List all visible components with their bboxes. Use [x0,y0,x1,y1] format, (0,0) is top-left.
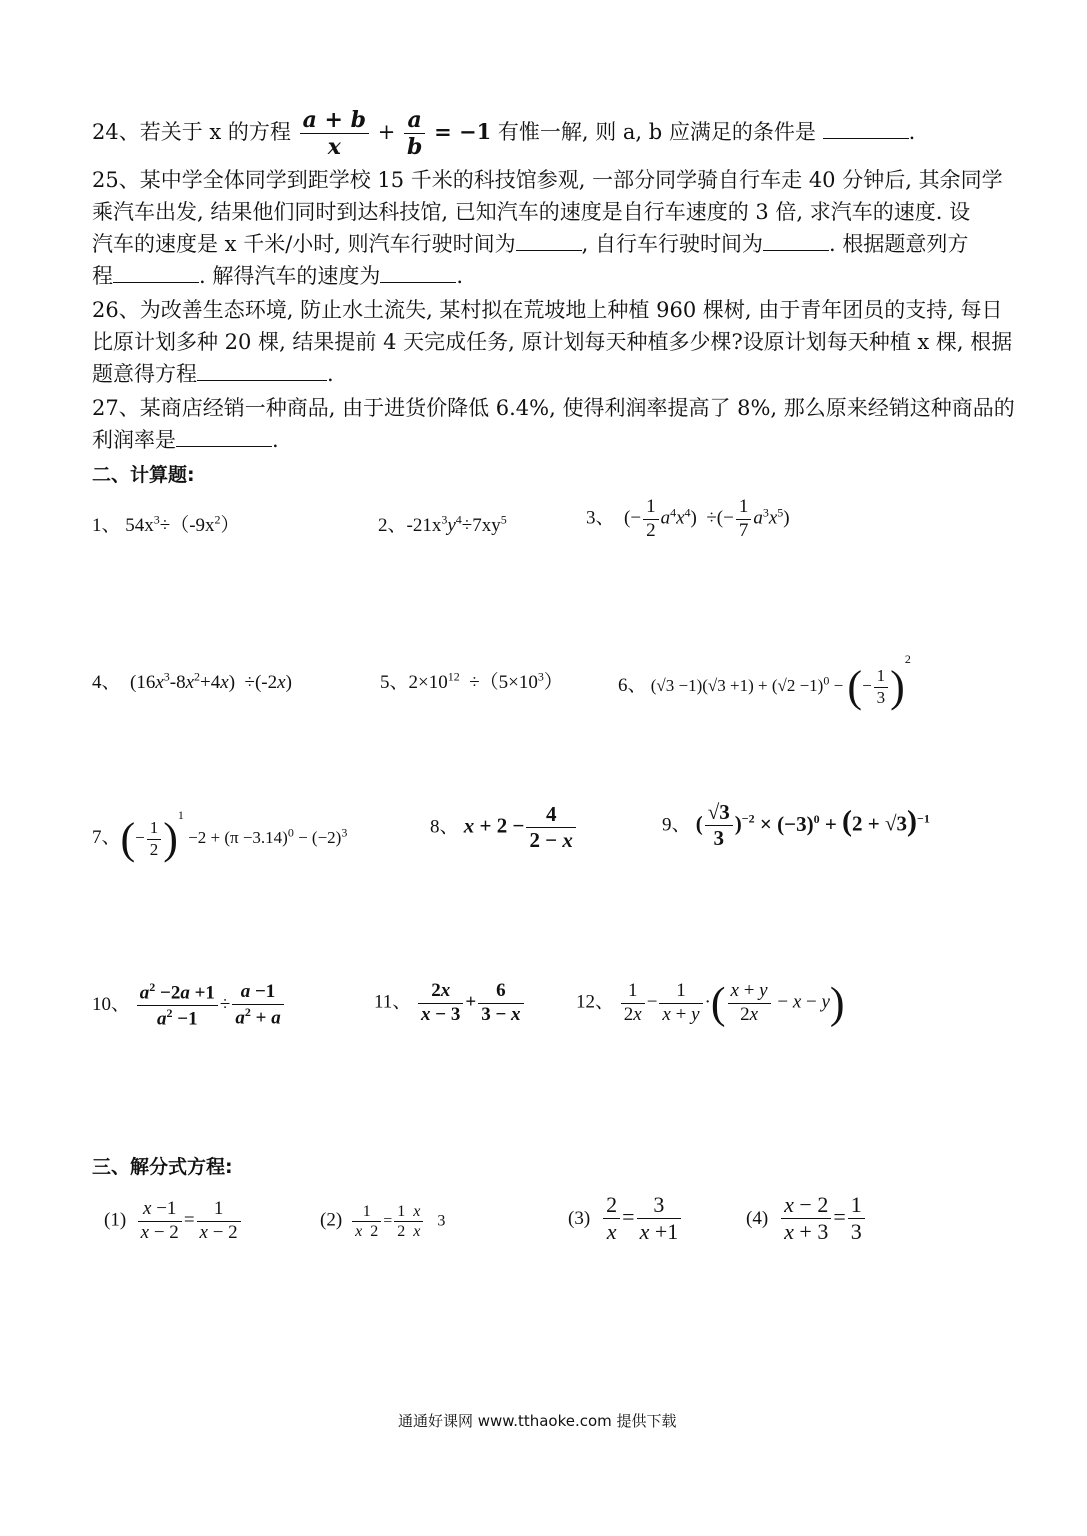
eq2-frac-rhs: $\frac{1 x}{2 x}$ [394,1202,423,1241]
calc-5: 5、$2\times 10^{12} \div(5\times 10^3)$ [380,669,563,693]
calc-11: 11、 $\frac{2x}{x - 3}$ + $\frac{6}{3 - x}$ [374,980,526,1027]
q24-fraction-2: $\frac{a}{b}$ [404,107,425,161]
calc-6-frac: $\frac{1}{3}$ [874,666,889,708]
q24-rhs: = −1 [434,119,492,144]
calc-3-frac-1: $\frac{1}{2}$ [643,496,659,543]
eq3-frac-rhs: $\frac{3}{x +1}$ [637,1192,682,1246]
calc-2: 2、$-21x^3y^4\div 7xy^5$ [378,512,507,536]
q24-fraction-1: $\frac{a + b}{x}$ [300,107,369,161]
q25-line3a: 汽车的速度是 x 千米/小时, 则汽车行驶时间为 [92,232,516,256]
q25-blank-car-time[interactable] [516,230,582,251]
calc-8-number: 8、 [430,816,459,838]
calc-1-number: 1、 [92,515,121,536]
q24-end: . [908,120,916,144]
calc-6: 6、 $(√3 -1)(√3 +1) + (√2 -1)^0$ − (− $\frac{1}{3}$ )$^2$ [618,652,911,712]
q24-prefix: 24、若关于 x 的方程 [92,120,291,144]
equation-3: (3) $\frac{2}{x}$ = $\frac{3}{x +1}$ [568,1192,683,1246]
equation-1-number: (1) [104,1209,127,1231]
q26-line3a: 题意得方程 [92,362,197,386]
calc-4-number: 4、 [92,672,121,693]
q26-blank-equation[interactable] [197,360,327,381]
calc-9: 9、 ( $\frac{√3}{3}$ )$^{-2} \times (-3)^0 + (2 + √3)^{-1}$ [662,800,930,851]
calc-9-frac: $\frac{√3}{3}$ [705,800,733,851]
calc-11-frac-2: $\frac{6}{3 - x}$ [478,980,523,1027]
q25-blank-equation[interactable] [113,262,199,283]
q25-line-3 [92,228,968,260]
plus-sign: + [377,120,396,144]
eq4-frac-rhs: $\frac{1}{3}$ [848,1192,865,1246]
calc-7-frac: $\frac{1}{2}$ [147,818,162,860]
q27-blank-profit-rate[interactable] [176,426,272,447]
calc-8-frac: $\frac{4}{2 - x}$ [526,802,575,853]
eq3-frac-lhs: $\frac{2}{x}$ [603,1192,620,1246]
calc-8: 8、 x + 2 − $\frac{4}{2 - x}$ [430,802,578,853]
calc-3-frac-2: $\frac{1}{7}$ [736,496,752,543]
q25-blank-bike-time[interactable] [763,230,829,251]
equation-1: (1) $\frac{x -1}{x - 2}$ = $\frac{1}{x - 2}$ [104,1198,243,1245]
q27-line2b: . [272,428,279,452]
calc-3-number: 3、 [586,507,615,529]
q25-line-1: 25、某中学全体同学到距学校 15 千米的科技馆参观, 一部分同学骑自行车走 40 分钟后, 其余同学 [92,168,1003,192]
calc-11-number: 11、 [374,991,412,1013]
q26-line-2: 比原计划多种 20 棵, 结果提前 4 天完成任务, 原计划每天种植多少棵?设原计划每天种植 x 棵, 根据 [92,330,1013,354]
q25-line3c: . 根据题意列方 [828,232,969,256]
q27-line-1: 27、某商店经销一种商品, 由于进货价降低 6.4%, 使得利润率提高了 8%, 那么原来经销这种商品的 [92,396,1015,420]
q25-line-2: 乘汽车出发, 结果他们同时到达科技馆, 已知汽车的速度是自行车速度的 3 倍, 求汽车的速度. 设 [92,200,971,224]
calc-7-number: 7、 [92,827,121,848]
q26-line-1: 26、为改善生态环境, 防止水土流失, 某村拟在荒坡地上种植 960 棵树, 由于青年团员的支持, 每日 [92,298,1003,322]
equation-2: (2) $\frac{1}{x 2}$ = $\frac{1 x}{2 x}$ 3 [320,1203,446,1241]
equation-4-number: (4) [746,1207,769,1229]
calc-12-frac-1: $\frac{1}{2x}$ [621,980,645,1027]
calc-5-number: 5、 [380,672,409,693]
question-24 [92,102,915,162]
q27-line2a: 利润率是 [92,428,176,452]
equation-2-number: (2) [320,1209,343,1231]
eq4-frac-lhs: $\frac{x - 2}{x + 3}$ [781,1192,831,1246]
equation-3-number: (3) [568,1207,591,1229]
calc-3: 3、 (− $\frac{1}{2}$ $a^4x^4$) ÷(− $\frac{1}{7}$ $a^3x^5$) [586,496,790,541]
eq1-frac-rhs: $\frac{1}{x - 2}$ [197,1198,241,1245]
eq1-frac-lhs: $\frac{x -1}{x - 2}$ [138,1198,182,1245]
section-2-title: 二、计算题: [92,464,195,486]
calc-10-frac-2: $\frac{a -1}{a^2 + a}$ [232,981,283,1030]
calc-9-number: 9、 [662,814,691,836]
calc-12-frac-3: $\frac{x + y}{2x}$ [728,980,771,1027]
q25-blank-speed[interactable] [380,262,456,283]
calc-12-number: 12、 [576,991,615,1013]
q26-line-3 [92,358,334,390]
calc-7: 7、(− $\frac{1}{2}$ )$^1 -2 + (\pi -3.14)^0 - (-2)^3$ [92,808,348,864]
q27-line-2 [92,424,279,456]
calc-1: 1、 $54x^3\div(-9x^2)$ [92,512,240,536]
eq2-frac-lhs: $\frac{1}{x 2}$ [352,1202,381,1241]
q25-line-4 [92,260,463,292]
q25-line4b: . 解得汽车的速度为 [199,264,381,288]
equation-4: (4) $\frac{x - 2}{x + 3}$ = $\frac{1}{3}$ [746,1192,867,1246]
calc-10-frac-1: $\frac{a^2 -2a +1}{a^2 -1}$ [137,980,218,1031]
calc-6-number: 6、 [618,675,647,696]
section-3-title: 三、解分式方程: [92,1156,233,1178]
calc-12: 12、 $\frac{1}{2x}$ − $\frac{1}{x + y}$ ·( $\frac{x + y}{2x}$ − x − y) [576,978,845,1028]
q25-line3b: , 自行车行驶时间为 [581,232,763,256]
page-footer: 通通好课网 www.tthaoke.com 提供下载 [398,1412,677,1430]
calc-2-number: 2、 [378,515,407,536]
q24-suffix: 有惟一解, 则 a, b 应满足的条件是 [497,120,816,144]
calc-11-frac-1: $\frac{2x}{x - 3}$ [418,980,463,1027]
calc-10: 10、 $\frac{a^2 -2a +1}{a^2 -1}$ ÷ $\frac{a -1}{a^2 + a}$ [92,980,286,1031]
q26-line3b: . [327,362,334,386]
calc-12-frac-2: $\frac{1}{x + y}$ [659,980,702,1027]
q24-blank[interactable] [823,118,909,139]
calc-10-number: 10、 [92,993,131,1015]
q25-line4a: 程 [92,264,113,288]
calc-4: 4、 $(16x^3-8x^2+4x) \div(-2x)$ [92,669,292,693]
q25-line4c: . [456,264,464,288]
